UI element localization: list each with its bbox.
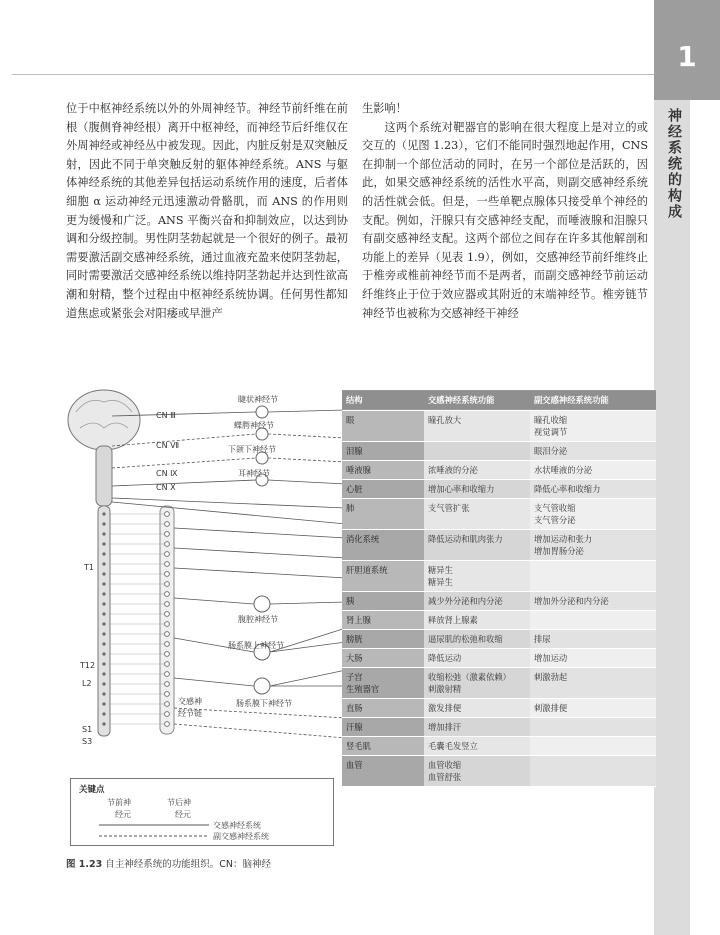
chain-ganglion-dot [165,722,170,727]
cell-line: 降低运动和肌肉张力 [428,534,503,544]
nervous-system-diagram [66,388,346,778]
spinal-cord-icon [98,506,110,736]
table-cell [342,737,424,755]
table-cell [342,461,424,479]
cell-line: 唾液腺 [346,465,371,475]
table-cell [424,461,530,479]
cord-segment-dot [102,552,105,555]
table-row [342,611,656,630]
cell-line: 瞳孔放大 [428,415,462,425]
table-cell [424,756,530,786]
chain-ganglion-dot [165,612,170,617]
table-cell [530,737,656,755]
chain-ganglion-dot [165,712,170,717]
table-cell [530,442,656,460]
table-cell [530,611,656,629]
table-cell [530,668,656,698]
key-sym-label: 交感神经系统 [213,821,261,830]
key-pre-label: 经元 [115,810,131,819]
chain-ganglion-dot [165,682,170,687]
cord-segment-dot [102,522,105,525]
ganglion-label: 下颌下神经节 [228,445,276,454]
table-cell [424,530,530,560]
cord-segment-dot [102,672,105,675]
table-row [342,442,656,461]
key-title: 关键点 [79,785,105,795]
text-column-left [66,100,348,323]
table-cell [530,480,656,498]
cell-line: 大肠 [346,653,363,663]
table-cell [424,499,530,529]
cell-line: 增加运动 [534,653,568,663]
cell-line: 支气管分泌 [534,515,576,525]
table-cell [424,442,530,460]
table-cell [424,411,530,441]
ganglion-label: 腹腔神经节 [238,615,278,624]
ganglion-label: 肠系膜下神经节 [236,699,292,708]
table-cell [530,649,656,667]
table-row [342,461,656,480]
table-cell [342,530,424,560]
table-cell [342,718,424,736]
table-cell [342,592,424,610]
table-row [342,649,656,668]
cell-line: 排尿 [534,634,551,644]
table-cell [424,480,530,498]
table-row [342,630,656,649]
cell-line: 刺激排便 [534,703,568,713]
cell-line: 增加心率和收缩力 [428,484,495,494]
table-cell [424,611,530,629]
spinal-label: T12 [80,661,96,670]
paragraph: 生影响！ [362,102,407,115]
cord-segment-dot [102,572,105,575]
table-row [342,699,656,718]
cell-line: 降低心率和收缩力 [534,484,601,494]
cord-segment-dot [102,692,105,695]
cell-line: 增加胃肠分泌 [534,546,584,556]
cell-line: 眼泪分泌 [534,446,568,456]
chain-ganglion-dot [165,602,170,607]
cell-line: 血管舒张 [428,772,462,782]
cell-line: 减少外分泌和内分泌 [428,596,503,606]
table-cell [424,718,530,736]
cell-line: 收缩松弛（激素依赖） [428,672,511,682]
cn-label: CN Ⅹ [156,483,176,492]
chain-ganglion-dot [165,542,170,547]
table-cell [530,411,656,441]
chain-ganglion-dot [165,672,170,677]
cell-line: 刺激勃起 [534,672,568,682]
table-row [342,592,656,611]
cord-segment-dot [102,512,105,515]
table-row [342,499,656,530]
table-row [342,411,656,442]
cell-line: 支气管扩张 [428,503,470,513]
cell-line: 糖异生 [428,565,453,575]
brainstem-icon [96,446,112,506]
function-table [342,390,656,787]
chain-ganglion-dot [165,642,170,647]
key-para-label: 副交感神经系统 [213,832,269,841]
chain-ganglion-dot [165,662,170,667]
cord-segment-dot [102,722,105,725]
table-cell [530,592,656,610]
cell-line: 生殖器官 [346,684,380,694]
table-row [342,480,656,499]
cell-line: 增加运动和张力 [534,534,593,544]
chain-ganglion-dot [165,702,170,707]
cord-segment-dot [102,532,105,535]
cell-line: 心脏 [346,484,363,494]
paragraph: 这两个系统对靶器官的影响在很大程度上是对立的或交互的（见图 1.23），它们不能同时强烈地起作用，CNS 在抑制一个部位活动的同时，在另一个部位是活跃的，因此，如果交感神经系统的活性水平高，则副交感神经系统的活性就会低。但是，一些单靶点腺体只接受单个神经的支配。例如，汗腺只有交感神经支配，而唾液腺和泪腺只有副交感神经支配。这两个部位之间存在许多其他解剖和功能上的差异（见表 1.9），例如，交感神经节前纤维终止于椎旁或椎前神经节而不是两者，而副交感神经节前运动纤维终止于位于效应器或其附近的末端神经节。椎旁链节神经节也被称为交感神经干神经 [362,120,648,320]
caption-text: 自主神经系统的功能组织。CN：脑神经 [105,859,272,870]
cord-segment-dot [102,592,105,595]
cn-label: CN Ⅶ [156,441,180,450]
table-cell [530,699,656,717]
cord-segment-dot [102,702,105,705]
cell-line: 子宫 [346,672,363,682]
table-cell [424,737,530,755]
table-cell [424,592,530,610]
table-cell [342,499,424,529]
key-post-label: 节后神 [167,798,191,807]
sympathetic-chain-icon [160,506,174,734]
cord-segment-dot [102,642,105,645]
chain-ganglion-dot [165,522,170,527]
spinal-label: S3 [82,737,93,746]
spinal-label: T1 [84,563,94,572]
cn-label: CN Ⅸ [156,469,178,478]
ganglion-label: 睫状神经节 [238,395,278,404]
caption-label: 图 1.23 [66,859,103,870]
cell-line: 降低运动 [428,653,462,663]
cell-line: 刺激射精 [428,684,462,694]
table-row [342,737,656,756]
brain-icon [68,390,140,450]
figure-caption [66,856,271,870]
cell-line: 消化系统 [346,534,380,544]
table-cell [424,630,530,648]
header-cell: 交感神经系统功能 [424,391,530,409]
table-cell [342,756,424,786]
cord-segment-dot [102,612,105,615]
table-cell [424,649,530,667]
table-row [342,756,656,787]
cell-line: 泪腺 [346,446,363,456]
spinal-label: S1 [82,725,93,734]
cell-line: 毛囊毛发竖立 [428,741,478,751]
cell-line: 增加外分泌和内分泌 [534,596,609,606]
chain-ganglion-dot [165,532,170,537]
cord-segment-dot [102,602,105,605]
chain-ganglion-dot [165,562,170,567]
chapter-title: 神经系统的构成 [666,108,682,220]
chain-ganglion-dot [165,692,170,697]
table-cell [342,411,424,441]
table-cell [342,630,424,648]
cord-segment-dot [102,682,105,685]
spinal-label: L2 [82,679,92,688]
table-row [342,561,656,592]
cord-segment-dot [102,562,105,565]
chain-ganglion-dot [165,552,170,557]
chain-ganglion-dot [165,512,170,517]
cell-line: 激发排便 [428,703,462,713]
table-cell [530,499,656,529]
cell-line: 竖毛肌 [346,741,371,751]
key-lines [79,819,219,843]
chain-ganglion-dot [165,582,170,587]
cell-line: 直肠 [346,703,363,713]
table-cell [424,561,530,591]
cell-line: 瞳孔收缩 [534,415,568,425]
header-cell: 结构 [342,391,424,409]
chapter-strip [654,100,690,935]
table-cell [530,461,656,479]
chapter-tab [654,0,720,100]
cell-line: 眼 [346,415,355,425]
table-row [342,718,656,737]
cord-segment-dot [102,542,105,545]
chain-ganglion-dot [165,572,170,577]
cell-line: 水状唾液的分泌 [534,465,593,475]
table-cell [530,561,656,591]
table-cell [530,718,656,736]
key-post-label: 经元 [175,810,191,819]
cord-segment-dot [102,622,105,625]
table-cell [342,442,424,460]
paragraph: 位于中枢神经系统以外的外周神经节。神经节前纤维在前根（腹侧脊神经根）离开中枢神经，而神经节后纤维仅在外周神经或神经丛中被发现。因此，内脏反射是双突触反射，因此不同于单突触反射的躯体神经系统。ANS 与躯体神经系统的其他差异包括运动系统作用的速度，后者体细胞 α 运动神经元迅速激动骨骼肌，而 ANS 的作用则更为缓慢和广泛。ANS 平衡兴奋和抑制效应，以达到协调和分级控制。男性阴茎勃起就是一个很好的例子。最初需要激活副交感神经系统，通过血液充盈来使阴茎勃起，同时需要激活交感神经系统以维持阴茎勃起并达到性欲高潮和射精，整个过程由中枢神经系统协调。任何男性都知道焦虑或紧张会对阳痿或早泄产 [66,102,348,320]
table-row [342,530,656,561]
cord-segment-dot [102,662,105,665]
cell-line: 膀胱 [346,634,363,644]
chain-ganglion-dot [165,632,170,637]
ganglion-label: 肠系膜上神经节 [228,641,284,650]
ganglion-label: 耳神经节 [238,469,270,478]
table-cell [342,561,424,591]
cell-line: 汗腺 [346,722,363,732]
table-header [342,390,656,411]
table-row [342,668,656,699]
chain-label: 经节链 [178,709,202,718]
table-cell [530,630,656,648]
table-cell [342,611,424,629]
chapter-number: 1 [677,40,697,73]
cell-line: 胰 [346,596,355,606]
cell-line: 浓唾液的分泌 [428,465,478,475]
chain-ganglion-dot [165,652,170,657]
table-cell [342,480,424,498]
chain-ganglion-dot [165,622,170,627]
cell-line: 释放肾上腺素 [428,615,478,625]
cell-line: 肺 [346,503,355,513]
cord-segment-dot [102,582,105,585]
table-cell [530,756,656,786]
cell-line: 视觉调节 [534,427,568,437]
table-cell [342,668,424,698]
chain-ganglion-dot [165,592,170,597]
cell-line: 血管 [346,760,363,770]
header-rule [12,74,654,75]
cell-line: 肝胆道系统 [346,565,388,575]
cell-line: 血管收缩 [428,760,462,770]
cn-label: CN Ⅲ [156,411,176,420]
cell-line: 肾上腺 [346,615,371,625]
cell-line: 逼尿肌的松弛和收缩 [428,634,503,644]
key-box [70,778,334,846]
text-column-right [362,100,648,323]
cell-line: 糖异生 [428,577,453,587]
chain-label: 交感神 [178,697,202,706]
table-cell [342,699,424,717]
cell-line: 增加排汗 [428,722,462,732]
table-cell [530,530,656,560]
cell-line: 支气管收缩 [534,503,576,513]
table-cell [424,668,530,698]
cord-segment-dot [102,632,105,635]
table-cell [342,649,424,667]
cord-segment-dot [102,712,105,715]
header-cell: 副交感神经系统功能 [530,391,656,409]
key-pre-label: 节前神 [107,798,131,807]
cord-segment-dot [102,652,105,655]
table-cell [424,699,530,717]
ganglion-label: 蝶腭神经节 [234,421,274,430]
